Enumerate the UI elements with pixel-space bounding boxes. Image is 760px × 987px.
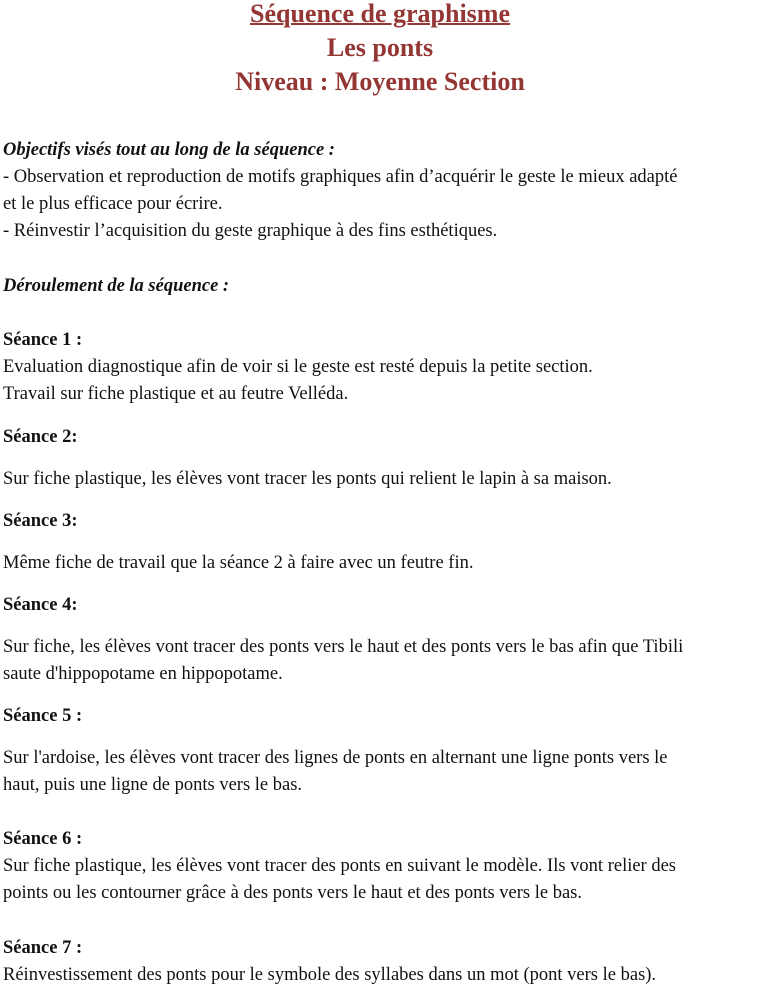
objective-line: - Observation et reproduction de motifs graphiques afin d’acquérir le geste le mieux adapté xyxy=(3,167,678,187)
session-text: saute d'hippopotame en hippopotame. xyxy=(3,664,283,684)
session-title: Séance 2: xyxy=(3,427,78,447)
session-text: Même fiche de travail que la séance 2 à faire avec un feutre fin. xyxy=(3,553,474,573)
session-text: Travail sur fiche plastique et au feutre Velléda. xyxy=(3,384,349,404)
document-title: Séquence de graphisme xyxy=(250,0,510,28)
session-title: Séance 7 : xyxy=(3,938,83,958)
document-subtitle: Les ponts xyxy=(326,33,434,62)
session-text: Sur fiche plastique, les élèves vont tracer des ponts en suivant le modèle. Ils vont relier des xyxy=(3,856,677,876)
session-title: Séance 6 : xyxy=(3,829,83,849)
progress-heading: Déroulement de la séquence : xyxy=(3,276,230,296)
session-text: Evaluation diagnostique afin de voir si le geste est resté depuis la petite section. xyxy=(3,357,593,377)
objectives-heading: Objectifs visés tout au long de la séquence : xyxy=(3,140,335,160)
objective-line: et le plus efficace pour écrire. xyxy=(3,194,223,214)
session-text: points ou les contourner grâce à des ponts vers le haut et des ponts vers le bas. xyxy=(3,883,583,903)
session-text: Réinvestissement des ponts pour le symbole des syllabes dans un mot (pont vers le bas). xyxy=(3,965,657,985)
session-title: Séance 1 : xyxy=(3,330,83,350)
document-level: Niveau : Moyenne Section xyxy=(235,67,525,96)
objective-line: - Réinvestir l’acquisition du geste graphique à des fins esthétiques. xyxy=(3,221,498,241)
session-text: Sur fiche, les élèves vont tracer des ponts vers le haut et des ponts vers le bas afin que Tibili xyxy=(3,637,684,657)
session-title: Séance 5 : xyxy=(3,706,83,726)
session-text: Sur fiche plastique, les élèves vont tracer les ponts qui relient le lapin à sa maison. xyxy=(3,469,612,489)
session-text: Sur l'ardoise, les élèves vont tracer des lignes de ponts en alternant une ligne ponts vers le xyxy=(3,748,668,768)
session-title: Séance 4: xyxy=(3,595,78,615)
session-title: Séance 3: xyxy=(3,511,78,531)
session-text: haut, puis une ligne de ponts vers le bas. xyxy=(3,775,303,795)
